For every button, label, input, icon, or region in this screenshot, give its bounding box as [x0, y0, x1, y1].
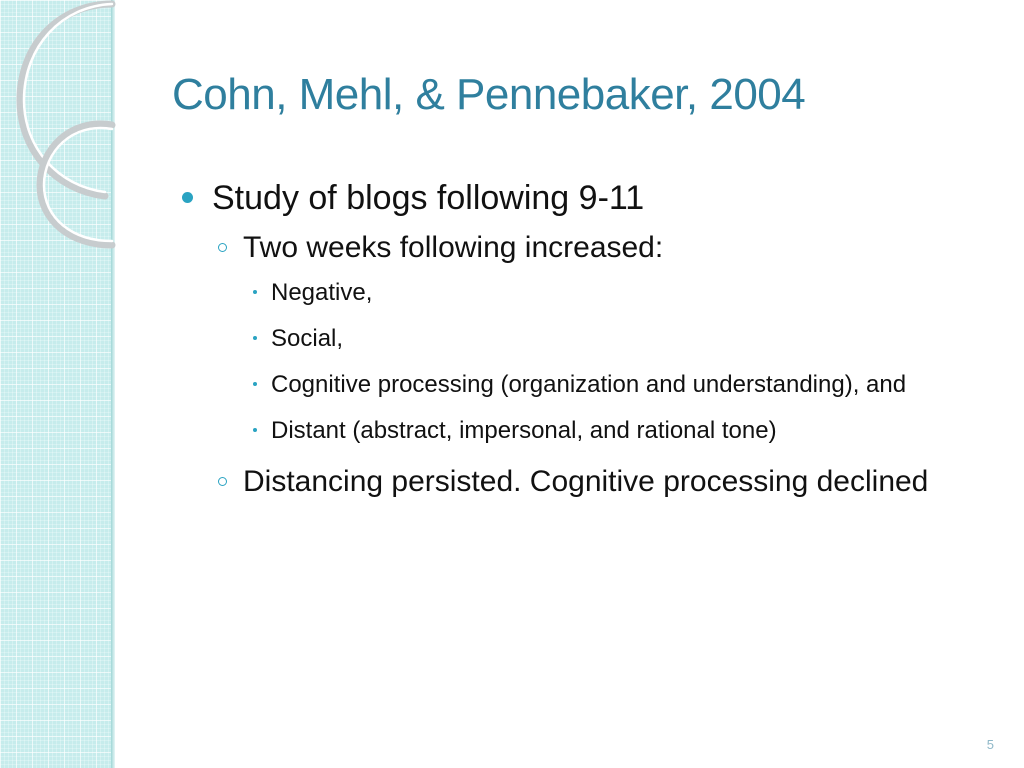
bullet-sub-1-text: Two weeks following increased:	[243, 231, 664, 264]
small-dot-bullet-icon	[253, 428, 257, 432]
bullet-sub-1	[180, 228, 980, 268]
bullet-sub-2	[180, 462, 980, 502]
ring-bullet-icon	[218, 243, 227, 252]
bullet-item-text: Distant (abstract, impersonal, and rational tone)	[271, 417, 777, 444]
small-dot-bullet-icon	[253, 336, 257, 340]
bullet-sub-1-item-negative	[180, 274, 980, 312]
page-number: 5	[986, 737, 994, 752]
bullet-item-text: Cognitive processing (organization and understanding), and	[271, 371, 907, 398]
filled-circle-bullet-icon	[182, 192, 193, 203]
bullet-sub-1-item-distant	[180, 412, 980, 450]
bullet-sub-2-text: Distancing persisted. Cognitive processing declined	[243, 465, 929, 498]
bullet-item-text: Social,	[271, 325, 344, 352]
bullet-item-text: Negative,	[271, 279, 373, 306]
bullet-main	[180, 172, 980, 224]
slide-title: Cohn, Mehl, & Pennebaker, 2004	[172, 70, 806, 119]
bullet-sub-1-item-cognitive	[180, 366, 980, 404]
small-dot-bullet-icon	[253, 382, 257, 386]
bullet-sub-1-item-social	[180, 320, 980, 358]
side-ring-decoration	[0, 0, 180, 300]
ring-bullet-icon	[218, 477, 227, 486]
bullet-main-text: Study of blogs following 9-11	[212, 179, 645, 217]
bullet-list	[180, 172, 980, 502]
small-dot-bullet-icon	[253, 290, 257, 294]
